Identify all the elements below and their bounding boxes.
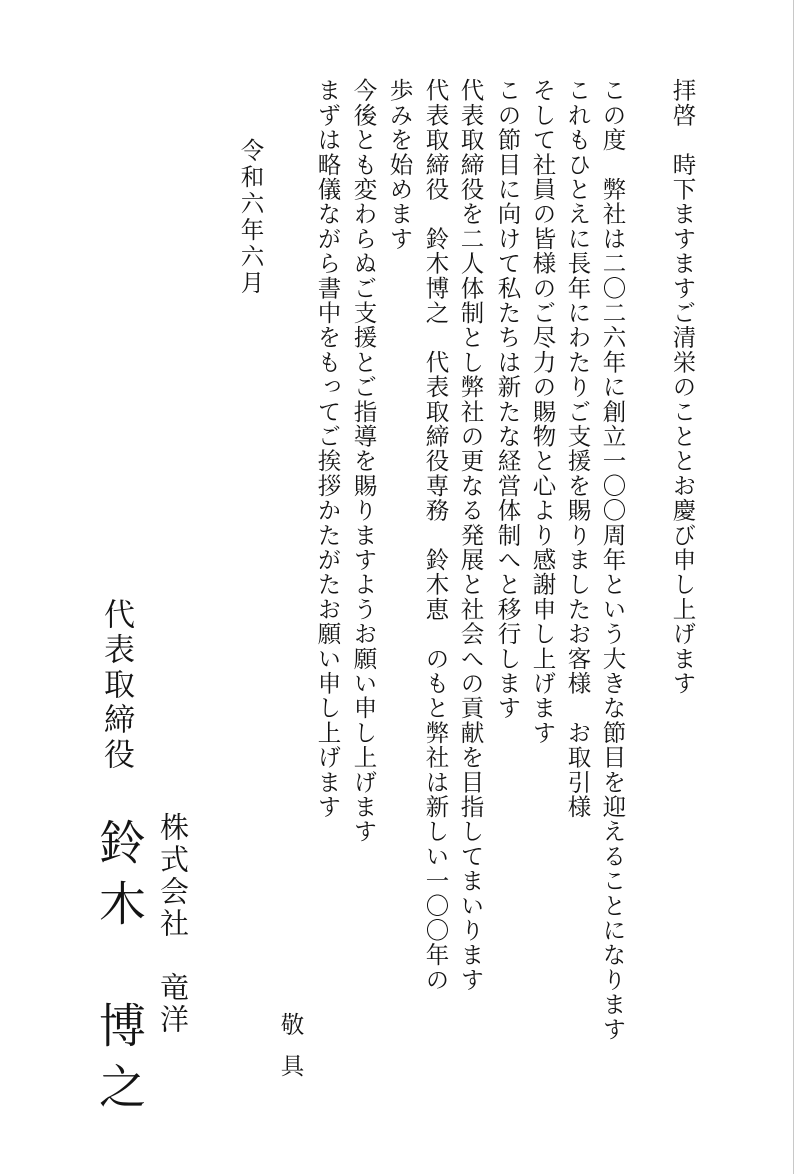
body-line-8: 今後とも変わらぬご支援とご指導を賜りますようお願い申し上げます	[349, 78, 378, 844]
company-name: 株式会社 竜洋	[156, 812, 190, 1036]
body-line-5: 代表取締役を二人体制とし弊社の更なる発展と社会への貢献を目指してまいります	[456, 78, 485, 992]
page-edge-line	[793, 0, 794, 1174]
body-line-4: この節目に向けて私たちは新たな経営体制へと移行します	[493, 78, 522, 721]
closing-keigu: 敬具	[276, 1012, 305, 1095]
body-line-1: この度 弊社は二〇二六年に創立一〇〇周年という大きな節目を迎えることになります	[598, 78, 627, 1042]
signer-title: 代表取締役	[98, 598, 134, 773]
letter-date: 令和六年六月	[236, 138, 265, 297]
body-line-7: 歩みを始めます	[385, 78, 414, 251]
body-line-9: まずは略儀ながら書中をもってご挨拶かたがたお願い申し上げます	[313, 78, 342, 819]
signer-name: 鈴木 博之	[91, 818, 146, 1123]
body-line-3: そして社員の皆様のご尽力の賜物と心より感謝申し上げます	[528, 78, 557, 745]
body-line-2: これもひとえに長年にわたりご支援を賜りましたお客様 お取引様	[563, 78, 592, 819]
body-line-6: 代表取締役 鈴木博之 代表取締役専務 鈴木恵 のもと弊社は新しい一〇〇年の	[421, 78, 450, 992]
greeting-line: 拝啓 時下ますますご清栄のこととお慶び申し上げます	[668, 78, 697, 696]
